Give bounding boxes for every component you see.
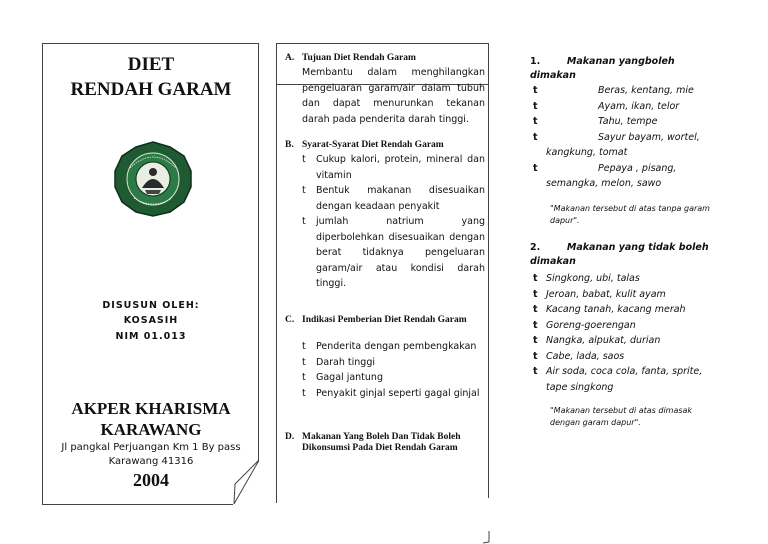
food-allowed-heading <box>530 55 720 83</box>
list-item: t Singkong, ubi, talas <box>533 273 640 284</box>
cover-title-line1: DIET <box>127 54 175 75</box>
food-forbidden-heading <box>530 241 720 269</box>
list-item: t Penyakit ginjal seperti gagal ginjal <box>302 387 480 399</box>
cover-bottom-border <box>43 504 233 505</box>
list-item: t Cabe, lada, saos <box>533 350 625 362</box>
address-line2: Karawang 41316 <box>108 456 194 467</box>
panel-two <box>276 43 490 543</box>
year: 2004 <box>133 470 169 490</box>
food-forbidden-note: "Makanan tersebut di atas dimasak dengan garam dapur". <box>550 406 693 427</box>
section-b-heading <box>285 140 444 151</box>
institution-line1: AKPER KHARISMA <box>71 399 231 418</box>
food-allowed-note: "Makanan tersebut di atas tanpa garam dapur". <box>550 204 710 225</box>
food-allowed-number: 1. <box>530 56 541 67</box>
page-corner-icon <box>481 530 491 544</box>
list-item: t Ayam, ikan, telor <box>533 100 680 112</box>
section-c-label: C. <box>285 315 295 325</box>
list-item: t Penderita dengan pembengkakan <box>302 341 477 352</box>
institution-line2: KARAWANG <box>100 420 202 439</box>
list-item: t Darah tinggi <box>302 356 375 368</box>
food-forbidden-list <box>530 271 716 395</box>
prepared-by-label: DISUSUN OLEH: <box>102 300 200 311</box>
list-item: t Gagal jantung <box>302 372 383 383</box>
list-item: t Cukup kalori, protein, mineral dan vitamin <box>302 154 485 181</box>
panel2-right-border <box>488 43 489 498</box>
panel2-top-border <box>276 43 488 44</box>
list-item: t Goreng-goerengan <box>533 319 636 331</box>
food-allowed-list <box>530 83 716 192</box>
akper-karawang-seal-icon <box>112 140 194 218</box>
section-b-label: B. <box>285 140 294 150</box>
section-d-title: Makanan Yang Boleh Dan Tidak Boleh Dikonsumsi Pada Diet Rendah Garam <box>302 432 461 453</box>
section-a-label: A. <box>285 53 295 63</box>
section-a-text: Membantu dalam menghilangkan pengeluaran garam/air dalam tubuh dan dapat menurunkan tekanan darah pada penderita darah tinggi. <box>302 67 485 125</box>
list-item: t Beras, kentang, mie <box>533 85 694 96</box>
panel-three <box>530 43 720 443</box>
section-c-list <box>302 339 485 401</box>
list-item: t Kacang tanah, kacang merah <box>533 304 686 315</box>
section-a-heading <box>285 53 416 64</box>
section-a-title: Tujuan Diet Rendah Garam <box>302 53 416 63</box>
section-d-label: D. <box>285 432 295 442</box>
address-line1: Jl pangkal Perjuangan Km 1 By pass <box>61 442 241 453</box>
cover-panel <box>42 43 259 505</box>
section-d-heading <box>285 432 461 453</box>
list-item: t Air soda, coca cola, fanta, sprite, tape singkong <box>533 366 703 393</box>
list-item: t Tahu, tempe <box>533 116 658 127</box>
list-item: t Sayur bayam, wortel, kangkung, tomat <box>533 131 700 158</box>
author-nim: NIM 01.013 <box>115 331 187 342</box>
food-forbidden-number: 2. <box>530 242 541 253</box>
section-b-title: Syarat-Syarat Diet Rendah Garam <box>302 140 444 150</box>
list-item: t Pepaya , pisang, semangka, melon, sawo <box>533 162 677 189</box>
food-allowed-title: Makanan yangboleh dimakan <box>530 56 675 81</box>
list-item: t Nangka, alpukat, durian <box>533 335 661 346</box>
section-b-list <box>302 152 485 292</box>
food-forbidden-title: Makanan yang tidak boleh dimakan <box>530 242 709 267</box>
page-fold-icon <box>232 460 260 506</box>
list-item: t Bentuk makanan disesuaikan dengan keadaan penyakit <box>302 185 485 212</box>
list-item: t Jeroan, babat, kulit ayam <box>533 288 666 300</box>
list-item: t jumlah natrium yang diperbolehkan disesuaikan dengan berat tidaknya pengeluaran garam/air atau kondisi darah tinggi. <box>302 216 485 289</box>
panel2-left-border <box>276 43 277 503</box>
section-c-title: Indikasi Pemberian Diet Rendah Garam <box>302 315 467 325</box>
cover-title-line2: RENDAH GARAM <box>70 79 232 100</box>
author-name: KOSASIH <box>123 315 179 326</box>
section-c-heading <box>285 315 467 326</box>
